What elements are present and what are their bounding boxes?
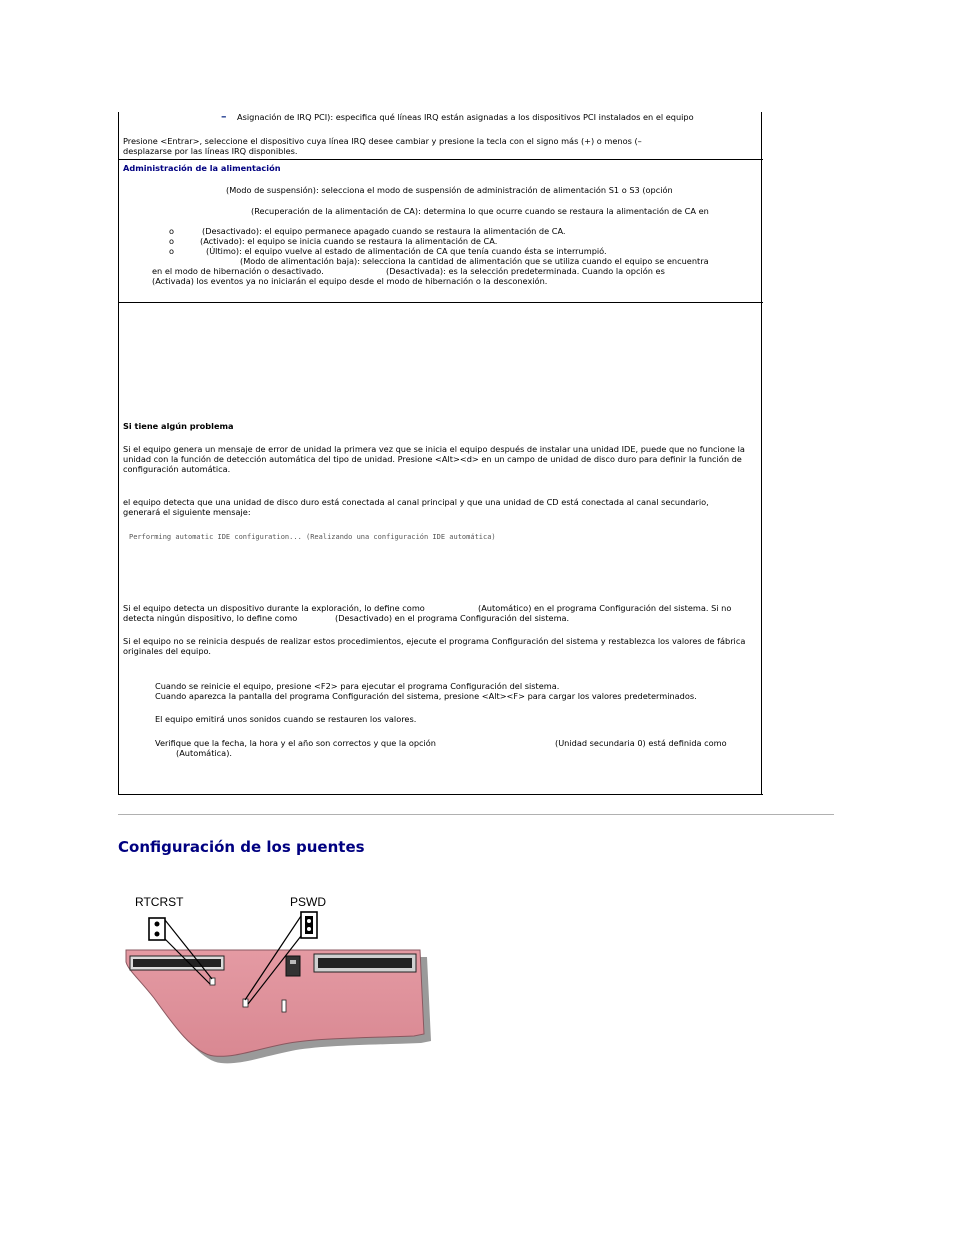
- step-3c: (Automática).: [176, 748, 232, 758]
- irq-instructions-line2: desplazarse por las líneas IRQ disponibles.: [123, 146, 298, 156]
- note-beeps: El equipo emitirá unos sonidos cuando se restauren los valores.: [155, 714, 417, 724]
- option-bullet: o: [169, 226, 175, 236]
- step-2: Cuando aparezca la pantalla del programa Configuración del sistema, presione <Alt><F> para cargar los valores predeterminados.: [155, 691, 697, 701]
- power-management-heading: Administración de la alimentación: [123, 163, 281, 173]
- low-power-line3: (Activada) los eventos ya no iniciarán el equipo desde el modo de hibernación o la desconexión.: [152, 276, 548, 286]
- row-divider: [118, 794, 763, 795]
- step-1: Cuando se reinicie el equipo, presione <F2> para ejecutar el programa Configuración del sistema.: [155, 681, 560, 691]
- option-bullet: o: [169, 236, 175, 246]
- ac-recovery-text: (Recuperación de la alimentación de CA): determina lo que ocurre cuando se restaura la alimentación de CA en: [251, 206, 709, 216]
- section-divider: [118, 814, 834, 815]
- trouble-paragraph-3c: detecta ningún dispositivo, lo define como: [123, 613, 298, 623]
- trouble-paragraph-3a: Si el equipo detecta un dispositivo durante la exploración, lo define como: [123, 603, 425, 613]
- low-power-line2b: (Desactivada): es la selección predeterminada. Cuando la opción es: [386, 266, 665, 276]
- jumper-diagram: [118, 890, 438, 1070]
- suspend-mode-text: (Modo de suspensión): selecciona el modo de suspensión de administración de alimentación S1 o S3 (opción: [226, 185, 673, 195]
- board-chip: [286, 956, 300, 976]
- ac-option-last: (Último): el equipo vuelve al estado de alimentación de CA que tenía cuando ésta se interrumpió.: [206, 246, 607, 256]
- step-3b: (Unidad secundaria 0) está definida como: [555, 738, 727, 748]
- irq-assignment-text: Asignación de IRQ PCI): especifica qué líneas IRQ están asignadas a los dispositivos PCI instalados en el equipo: [237, 112, 694, 122]
- irq-instructions-line1: Presione <Entrar>, seleccione el dispositivo cuya línea IRQ desee cambiar y presione la tecla con el signo más (+) o menos (–: [123, 136, 642, 146]
- row-divider: [118, 159, 763, 160]
- low-power-line2a: en el modo de hibernación o desactivado.: [152, 266, 324, 276]
- trouble-heading: Si tiene algún problema: [123, 421, 234, 431]
- rtcrst-jumper-on-board: [210, 978, 215, 985]
- board-header: [282, 1000, 286, 1012]
- trouble-paragraph-1: Si el equipo genera un mensaje de error de unidad la primera vez que se inicia el equipo después de instalar una unidad IDE, puede que no funcione la unidad con la función de detección automática del tipo de unidad. Presione <Alt><d> en un campo de unidad de disco duro para definir la función de configuración automática.: [123, 444, 745, 474]
- trouble-paragraph-4: Si el equipo no se reinicia después de realizar estos procedimientos, ejecute el programa Configuración del sistema y restablezca los valores de fábrica originales del equipo.: [123, 636, 746, 656]
- pswd-label: PSWD: [290, 895, 326, 909]
- ac-option-on: (Activado): el equipo se inicia cuando se restaura la alimentación de CA.: [200, 236, 498, 246]
- low-power-line1: (Modo de alimentación baja): selecciona la cantidad de alimentación que se utiliza cuando el equipo se encuentra: [240, 256, 709, 266]
- rtcrst-label: RTCRST: [135, 895, 184, 909]
- jumpers-section-title: Configuración de los puentes: [118, 838, 365, 856]
- rtcrst-jumper-callout: [149, 918, 165, 940]
- step-3a: Verifique que la fecha, la hora y el año son correctos y que la opción: [155, 738, 437, 748]
- trouble-paragraph-2: el equipo detecta que una unidad de disco duro está conectada al canal principal y que una unidad de CD está conectada al canal secundario, generará el siguiente mensaje:: [123, 497, 709, 517]
- trouble-paragraph-3b: (Automático) en el programa Configuración del sistema. Si no: [478, 603, 732, 613]
- row-divider: [118, 302, 763, 303]
- bullet-dash-icon: –: [221, 110, 227, 123]
- option-bullet: o: [169, 246, 175, 256]
- ide-config-message: Performing automatic IDE configuration... (Realizando una configuración IDE automática): [129, 533, 496, 541]
- ac-option-off: (Desactivado): el equipo permanece apagado cuando se restaura la alimentación de CA.: [202, 226, 566, 236]
- trouble-paragraph-3d: (Desactivado) en el programa Configuración del sistema.: [335, 613, 570, 623]
